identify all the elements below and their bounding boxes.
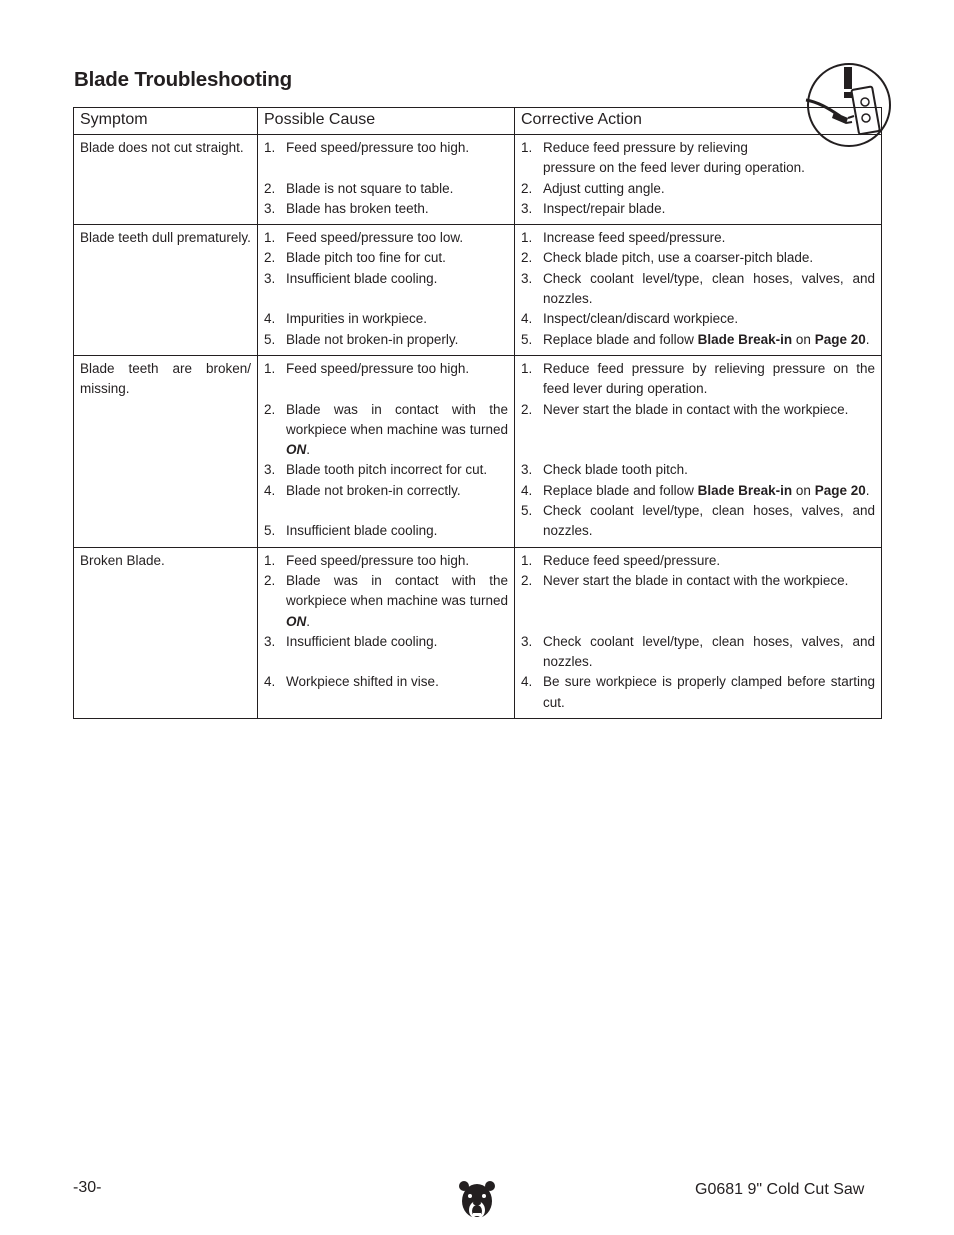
list-item: 3. Inspect/repair blade. [521,200,666,216]
corrective-action-header: Corrective Action [515,108,882,135]
list-item: 2. Never start the blade in contact with the workpiece. [521,572,849,588]
symptom-cell: Blade does not cut straight. [74,135,258,225]
list-item: 5. Blade not broken-in properly. [264,331,459,347]
cause-cell [258,547,515,718]
list-item: 3. Blade has broken teeth. [264,200,429,216]
list-item: 1. Reduce feed pressure by relieving pressure on the feed lever during operation. [521,140,805,176]
list-item: 3. Check blade tooth pitch. [521,462,688,478]
page-number: -30- [73,1179,102,1196]
cause-cell [258,225,515,356]
list-item: 4. Workpiece shifted in vise. [264,674,439,690]
page-ref: Page 20 [814,482,866,498]
cause-cell [258,135,515,225]
troubleshooting-table [73,107,882,719]
list-item: 4. Impurities in workpiece. [264,311,428,327]
possible-cause-header: Possible Cause [258,108,515,135]
list-item: 5. Insufficient blade cooling. [264,523,438,539]
list-item: 1. Increase feed speed/pressure. [521,230,726,246]
list-item: 1. Feed speed/pressure too low. [264,230,464,246]
model-label: G0681 9" Cold Cut Saw [695,1181,865,1198]
table-row [74,135,882,225]
list-item: 2. Blade is not square to table. [264,180,454,196]
bear-logo-icon [457,1177,497,1223]
list-item: 3. Blade tooth pitch incorrect for cut. [264,462,488,478]
list-item: 2. Blade pitch too fine for cut. [264,250,446,266]
action-cell [515,355,882,547]
symptom-cell: Broken Blade. [74,547,258,718]
page-title: Blade Troubleshooting [74,68,292,91]
page-ref: Page 20 [814,331,866,347]
symptom-header: Symptom [74,108,258,135]
list-item: 2. Adjust cutting angle. [521,180,665,196]
list-item: 2. Blade was in contact with the workpiece when machine was turned ON. [264,401,508,458]
cause-cell [258,355,515,547]
list-item: 1. Reduce feed pressure by relieving pressure on the feed lever during operation. [521,360,875,397]
table-header-row [74,108,882,135]
list-item: 4. Inspect/clean/discard workpiece. [521,311,739,327]
action-cell [515,135,882,225]
list-item: 4. Blade not broken-in correctly. [264,482,461,498]
action-cell [515,225,882,356]
list-item: 4. Be sure workpiece is properly clamped before starting cut. [521,674,875,710]
action-cell [515,547,882,718]
list-item: 2. Blade was in contact with the workpiece when machine was turned ON. [264,572,508,629]
list-item: 3. Insufficient blade cooling. [264,270,438,286]
list-item: 5. Check coolant level/type, clean hoses, valves, and nozzles. [521,503,875,539]
list-item: 3. Check coolant level/type, clean hoses, valves, and nozzles. [521,633,875,670]
list-item: 5. Replace blade and follow Blade Break-in on Page 20. [521,331,870,347]
symptom-cell: Blade teeth are broken/ missing. [74,355,258,547]
list-item: 1. Feed speed/pressure too high. [264,140,470,155]
list-item: 2. Check blade pitch, use a coarser-pitch blade. [521,250,814,266]
list-item: 2. Never start the blade in contact with the workpiece. [521,401,849,417]
list-item: 1. Feed speed/pressure too high. [264,360,470,376]
table-row [74,355,882,547]
table-row [74,225,882,356]
list-item: 4. Replace blade and follow Blade Break-in on Page 20. [521,482,870,498]
list-item: 1. Reduce feed speed/pressure. [521,552,721,568]
list-item: 1. Feed speed/pressure too high. [264,552,470,568]
list-item: 3. Check coolant level/type, clean hoses, valves, and nozzles. [521,270,875,307]
list-item: 3. Insufficient blade cooling. [264,633,438,649]
blade-break-in-ref: Blade Break-in [697,331,793,347]
blade-break-in-ref: Blade Break-in [697,482,793,498]
table-row [74,547,882,718]
symptom-cell: Blade teeth dull prematurely. [74,225,258,356]
